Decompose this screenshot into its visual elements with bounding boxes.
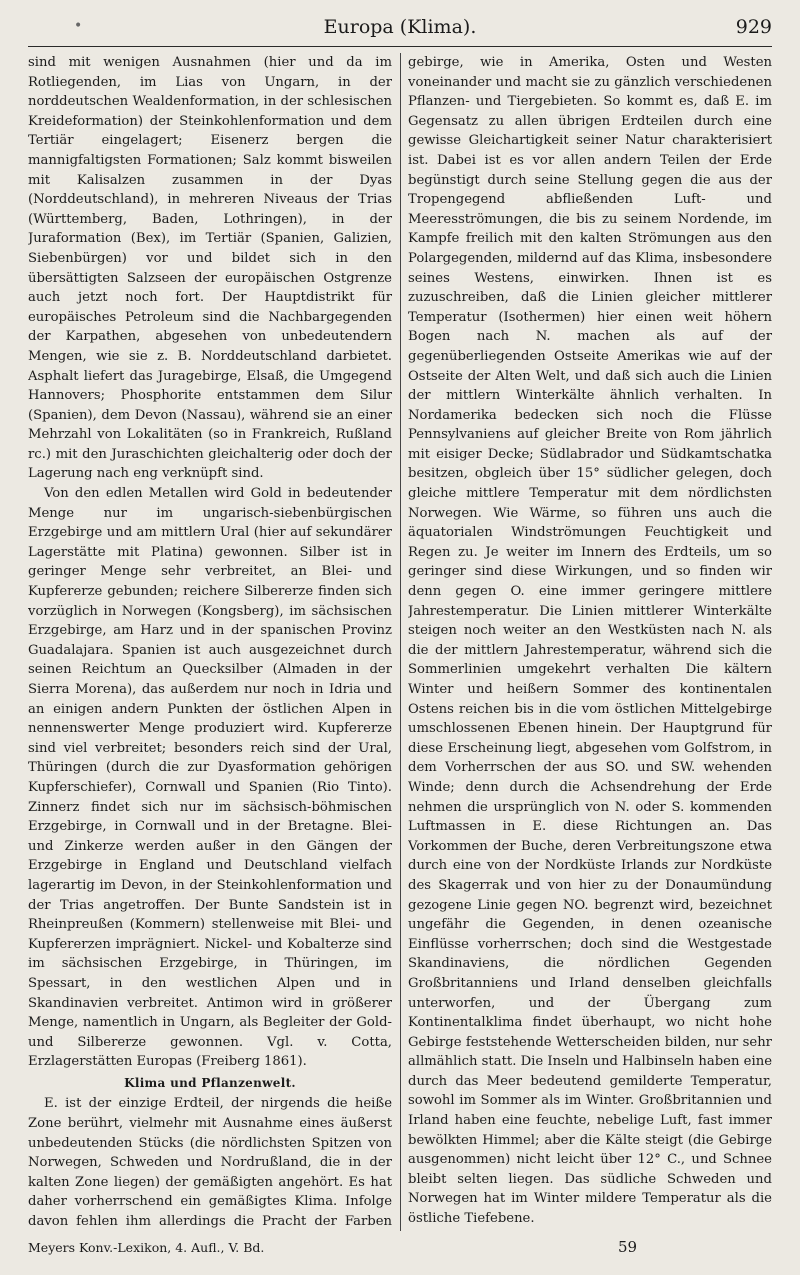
- paragraph: gebirge, wie in Amerika, Osten und Westen voneinander und macht sie zu gänzlich verschiedenen Pflanzen- und Tiergebieten. So kommt es, daß E. im Gegensatz zu allen übrigen Erdteilen durch eine gewisse Gleichartigkeit seiner Natur charakterisiert ist. Dabei ist es vor allen andern Teilen der Erde begünstigt durch seine Stellung gegen die aus der Tropengegend abfließenden Luft- und Meeresströmungen, die bis zu seinem Nordende, im Kampfe freilich mit den kalten Strömungen aus den Polargegenden, mildernd auf das Klima, insbesondere seines Westens, einwirken. Ihnen ist es zuzuschreiben, daß die Linien gleicher mittlerer Temperatur (Isothermen) hier einen weit höhern Bogen nach N. machen als auf der gegenüberliegenden Ostseite Amerikas wie auf der Ostseite der Alten Welt, und daß sich auch die Linien der mittlern Winterkälte ähnlich verhalten. In Nordamerika bedecken sich noch die Flüsse Pennsylvaniens auf gleicher Breite von Rom jährlich mit eisiger Decke; Südlabrador und Südkamtschatka besitzen, obgleich über 15° südlicher gelegen, doch gleiche mittlere Temperatur mit dem nördlichsten Norwegen. Wie Wärme, so führen uns auch die äquatorialen Windströmungen Feuchtigkeit und Regen zu. Je weiter im Innern des Erdteils, um so geringer sind diese Wirkungen, und so finden wir denn gegen O. eine immer geringere mittlere Jahrestemperatur. Die Linien mittlerer Winterkälte steigen noch weiter an den Westküsten nach N. als die der mittlern Jahrestemperatur, während sich die Sommerlinien umgekehrt verhalten Die kältern Winter und heißern Sommer des kontinentalen Ostens reichen bis in die vom östlichen Mittelgebirge umschlossenen Ebenen hinein. Der Hauptgrund für diese Erscheinung liegt, abgesehen vom Golfstrom, in dem Vorherrschen der aus SO. und SW. wehenden Winde; denn durch die Achsendrehung der Erde nehmen die ursprünglich von N. oder S. kommenden Luftmassen in E. diese Richtungen an. Das Vorkommen der Buche, deren Verbreitungszone etwa durch eine von der Nordküste Irlands zur Nordküste des Skagerrak und von hier zu der Donaumündung gezogene Linie gegen NO. begrenzt wird, bezeichnet ungefähr die Gegenden, in denen ozeanische Einflüsse vorherrschen; doch sind die Westgestade Skandinaviens, die nördlichen Gegenden Großbritanniens und Irland denselben gleichfalls unterworfen, und der Übergang zum Kontinentalklima findet überhaupt, wo nicht hohe Gebirge feststehende Wetterscheiden bilden, nur sehr allmählich statt. Die Inseln und Halbinseln haben eine durch das Meer bedeutend gemilderte Temperatur, sowohl im Sommer als im Winter. Großbritannien und Irland haben eine feuchte, nebelige Luft, fast immer bewölkten Himmel; aber die Kälte steigt (die Gebirge ausgenommen) nicht leicht über 12° C., und Schnee bleibt selten liegen. Das südliche Schweden und Norwegen hat im Winter mildere Temperatur als die östliche Tiefebene.: [408, 55, 772, 1227]
- page-header: [28, 12, 772, 47]
- right-column: [408, 53, 772, 1231]
- page-footer: [28, 1238, 772, 1262]
- paragraph: E. ist der einzige Erdteil, der nirgends die heiße Zone berührt, vielmehr mit Ausnahme eines äußerst unbedeutenden Stücks (die nördlichsten Spitzen von Norwegen, Schweden und Nordrußland, die in der kalten Zone liegen) der gemäßigten angehört. Es hat daher vorherrschend ein gemäßigtes Klima. Infolge davon fehlen ihm allerdings die Pracht der Farben: [28, 1096, 392, 1230]
- footer-reference: Meyers Konv.-Lexikon, 4. Aufl., V. Bd.: [28, 1240, 265, 1255]
- running-title: Europa (Klima).: [323, 16, 477, 38]
- paragraph: [408, 1229, 772, 1231]
- section-heading: Klima und Pflanzenwelt.: [124, 1075, 296, 1090]
- column-divider: [400, 53, 401, 1231]
- text-columns: [28, 53, 772, 1231]
- header-mark: •: [74, 18, 83, 34]
- left-column: [28, 53, 392, 1231]
- page-number: 929: [735, 16, 772, 38]
- paragraph: Von den edlen Metallen wird Gold in bedeutender Menge nur im ungarisch-siebenbürgischen Erzgebirge und am mittlern Ural (hier auf sekundärer Lagerstätte mit Platina) gewonnen. Silber ist in geringer Menge sehr verbreitet, an Blei- und Kupfererze gebunden; reichere Silbererze finden sich vorzüglich in Norwegen (Kongsberg), im sächsischen Erzgebirge, am Harz und in der spanischen Provinz Guadalajara. Spanien ist auch ausgezeichnet durch seinen Reichtum an Quecksilber (Almaden in der Sierra Morena), das außerdem nur noch in Idria und an einigen andern Punkten der östlichen Alpen in nennenswerter Menge produziert wird. Kupfererze sind viel verbreitet; besonders reich sind der Ural, Thüringen (durch die zur Dyasformation gehörigen Kupferschiefer), Cornwall und Spanien (Rio Tinto). Zinnerz findet sich nur im sächsisch-böhmischen Erzgebirge, in Cornwall und in der Bretagne. Blei- und Zinkerze werden außer in den Gängen der Erzgebirge in England und Deutschland vielfach lagerartig im Devon, in der Steinkohlenformation und der Trias angetroffen. Der Bunte Sandstein ist in Rheinpreußen (Kommern) stellenweise mit Blei- und Kupfererzen imprägniert. Nickel- und Kobalterze sind im sächsischen Erzgebirge, in Thüringen, im Spessart, in den westlichen Alpen und in Skandinavien verbreitet. Antimon wird in größerer Menge, namentlich in Ungarn, als Begleiter der Gold- und Silbererze gewonnen. Vgl. v. Cotta, Erzlagerstätten Europas (Freiberg 1861).: [28, 486, 392, 1070]
- paragraph: sind mit wenigen Ausnahmen (hier und da im Rotliegenden, im Lias von Ungarn, in der norddeutschen Wealdenformation, in der schlesischen Kreideformation) der Steinkohlenformation und dem Tertiär eingelagert; Eisenerz bergen die mannigfaltigsten Formationen; Salz kommt bisweilen mit Kalisalzen zusammen in der Dyas (Norddeutschland), in mehreren Niveaus der Trias (Württemberg, Baden, Lothringen), in der Juraformation (Bex), im Tertiär (Spanien, Galizien, Siebenbürgen) vor und bildet sich in den übersättigten Salzseen der europäischen Ostgrenze auch jetzt noch fort. Der Hauptdistrikt für europäisches Petroleum sind die Nachbargegenden der Karpathen, abgesehen von unbedeutendern Mengen, wie sie z. B. Norddeutschland darbietet. Asphalt liefert das Juragebirge, Elsaß, die Umgegend Hannovers; Phosphorite entstammen dem Silur (Spanien), dem Devon (Nassau), während sie an einer Mehrzahl von Lokalitäten (so in Frankreich, Rußland rc.) mit den Juraschichten gleichalterig oder doch der Lagerung nach eng verknüpft sind.: [28, 55, 392, 482]
- signature-mark: 59: [618, 1238, 638, 1256]
